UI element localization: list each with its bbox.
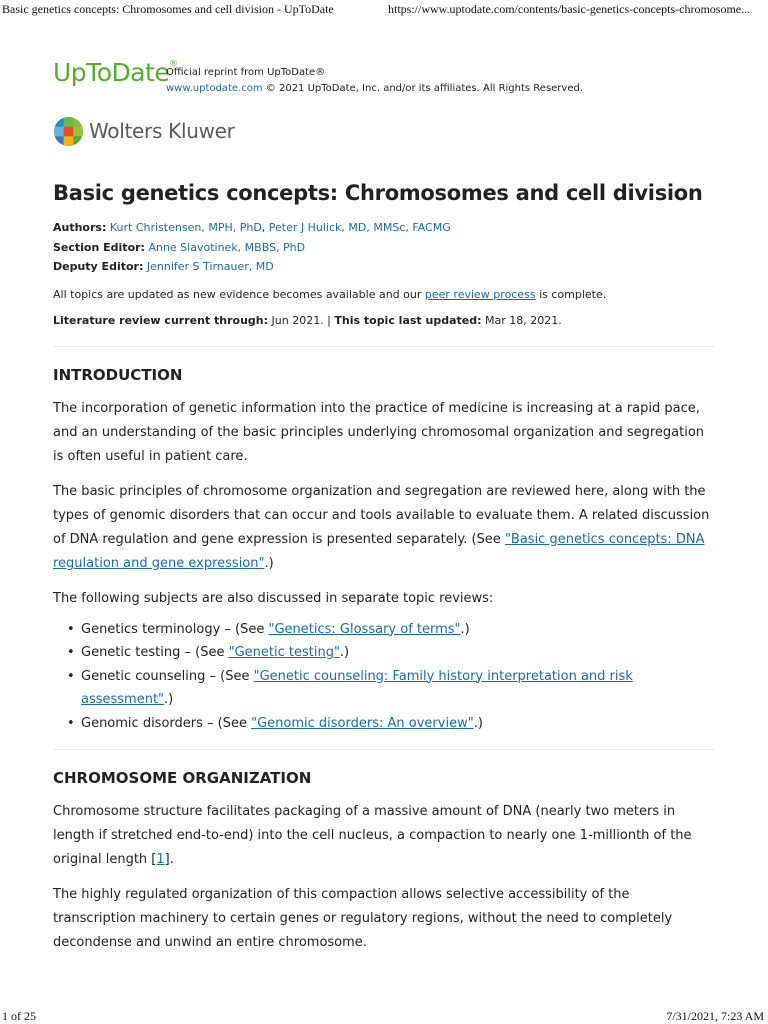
list-item [67,618,715,642]
deputy-editor-label: Deputy Editor: [53,260,144,273]
bullet: • [67,715,75,731]
uptodate-site-link[interactable]: www.uptodate.com [166,83,263,94]
article-credits [53,218,715,277]
update-note [53,286,715,304]
page-number: 1 of 25 [2,1009,36,1023]
intro-paragraph-text: The basic principles of chromosome organization and segregation are reviewed here, along with the types of genomic disorders that can occur and tools available to evaluate them. A related discussion of DNA regulation and gene expression is presented separately. (See [53,483,710,547]
topic-link[interactable]: "Genetics: Glossary of terms" [268,621,461,637]
reprint-line: Official reprint from UpToDate® [166,67,326,78]
update-note-text: All topics are updated as new evidence becomes available and our [53,287,425,301]
reference-link[interactable]: 1 [156,852,165,867]
copyright-text: © 2021 UpToDate, Inc. and/or its affiliates. All Rights Reserved. [262,83,584,94]
deputy-editor-line [53,257,715,277]
section-editor-link[interactable]: Anne Slavotinek, MBBS, PhD [148,240,306,254]
registered-mark: ® [169,58,178,69]
last-updated-value: Mar 18, 2021. [481,313,562,327]
list-item-text: .) [164,692,174,707]
list-item-text: .) [339,645,350,660]
uptodate-logo [53,58,178,87]
reprint-notice [166,65,583,97]
authors-label: Authors: [53,221,107,234]
uptodate-logo-text: UpToDate [53,58,170,87]
literature-review-label: Literature review current through: [53,313,269,327]
update-note-text: is complete. [535,287,607,301]
introduction-heading: INTRODUCTION [53,365,183,384]
bullet: • [67,668,75,684]
wolters-kluwer-wordmark: Wolters Kluwer [89,119,235,143]
list-item [67,641,715,665]
peer-review-link[interactable]: peer review process [424,287,536,301]
chromosome-organization-heading: CHROMOSOME ORGANIZATION [53,769,312,787]
last-updated-label: This topic last updated: [334,313,482,327]
print-footer [0,1007,768,1024]
chromosome-paragraph [53,800,715,872]
author-link[interactable]: Kurt Christensen, MPH, PhD [109,221,262,234]
chromosome-paragraph-text: Chromosome structure facilitates packaging of a massive amount of DNA (nearly two meters in length if stretched end-to-end) into the cell nucleus, a compaction to nearly one 1-millionth of the original length [ [53,804,692,867]
print-header [0,0,768,20]
list-item-text: Genomic disorders – (See [81,715,252,731]
intro-paragraph: The incorporation of genetic information into the practice of medicine is increasing at a rapid pace, and an understanding of the basic principles underlying chromosomal organization and segregation is often useful in patient care. [53,400,705,464]
chromosome-paragraph-text: ]. [164,852,174,867]
article [53,176,715,955]
topic-link[interactable]: "Genomic disorders: An overview" [251,715,474,731]
intro-paragraph: The following subjects are also discussed in separate topic reviews: [53,590,494,606]
review-dates [53,312,715,330]
author-separator: , [261,221,269,234]
list-item-text: Genetic counseling – (See [81,668,254,684]
section-divider [53,346,715,347]
copyright-line [166,81,583,97]
author-link[interactable]: Peter J Hulick, MD, MMSc, FACMG [268,221,451,234]
wolters-kluwer-mark-icon [53,116,84,147]
section-editor-label: Section Editor: [53,240,145,254]
section-divider [53,749,715,750]
chromosome-paragraph: The highly regulated organization of this compaction allows selective accessibility of the transcription machinery to certain genes or regulatory regions, without the need to completely decondense and unwind an entire chromosome. [53,887,673,950]
bullet: • [67,645,75,660]
dna-regulation-link[interactable]: "Basic genetics concepts: DNA regulation and gene expression" [53,531,705,571]
list-item [67,712,715,736]
intro-paragraph [53,480,715,576]
list-item-text: Genetic testing – (See [81,645,229,660]
topic-link[interactable]: "Genetic counseling: Family history interpretation and risk assessment" [81,668,633,707]
related-topics-list [53,618,715,736]
list-item-text: .) [473,715,483,731]
topic-link[interactable]: "Genetic testing" [228,645,340,660]
section-editor-line [53,238,715,258]
literature-review-value: Jun 2021. | [268,313,335,327]
list-item-text: .) [460,621,470,637]
list-item-text: Genetics terminology – (See [81,621,269,637]
list-item [67,665,715,712]
wolters-kluwer-logo [53,114,235,148]
bullet: • [67,621,75,637]
intro-paragraph-text: .) [264,555,274,571]
authors-line [53,218,715,238]
print-page-url: https://www.uptodate.com/contents/basic-genetics-concepts-chromosome... [388,2,751,16]
print-datetime: 7/31/2021, 7:23 AM [666,1009,764,1023]
print-page-title: Basic genetics concepts: Chromosomes and cell division - UpToDate [2,2,334,16]
deputy-editor-link[interactable]: Jennifer S Tirnauer, MD [146,260,274,273]
article-title: Basic genetics concepts: Chromosomes and cell division [53,181,703,205]
